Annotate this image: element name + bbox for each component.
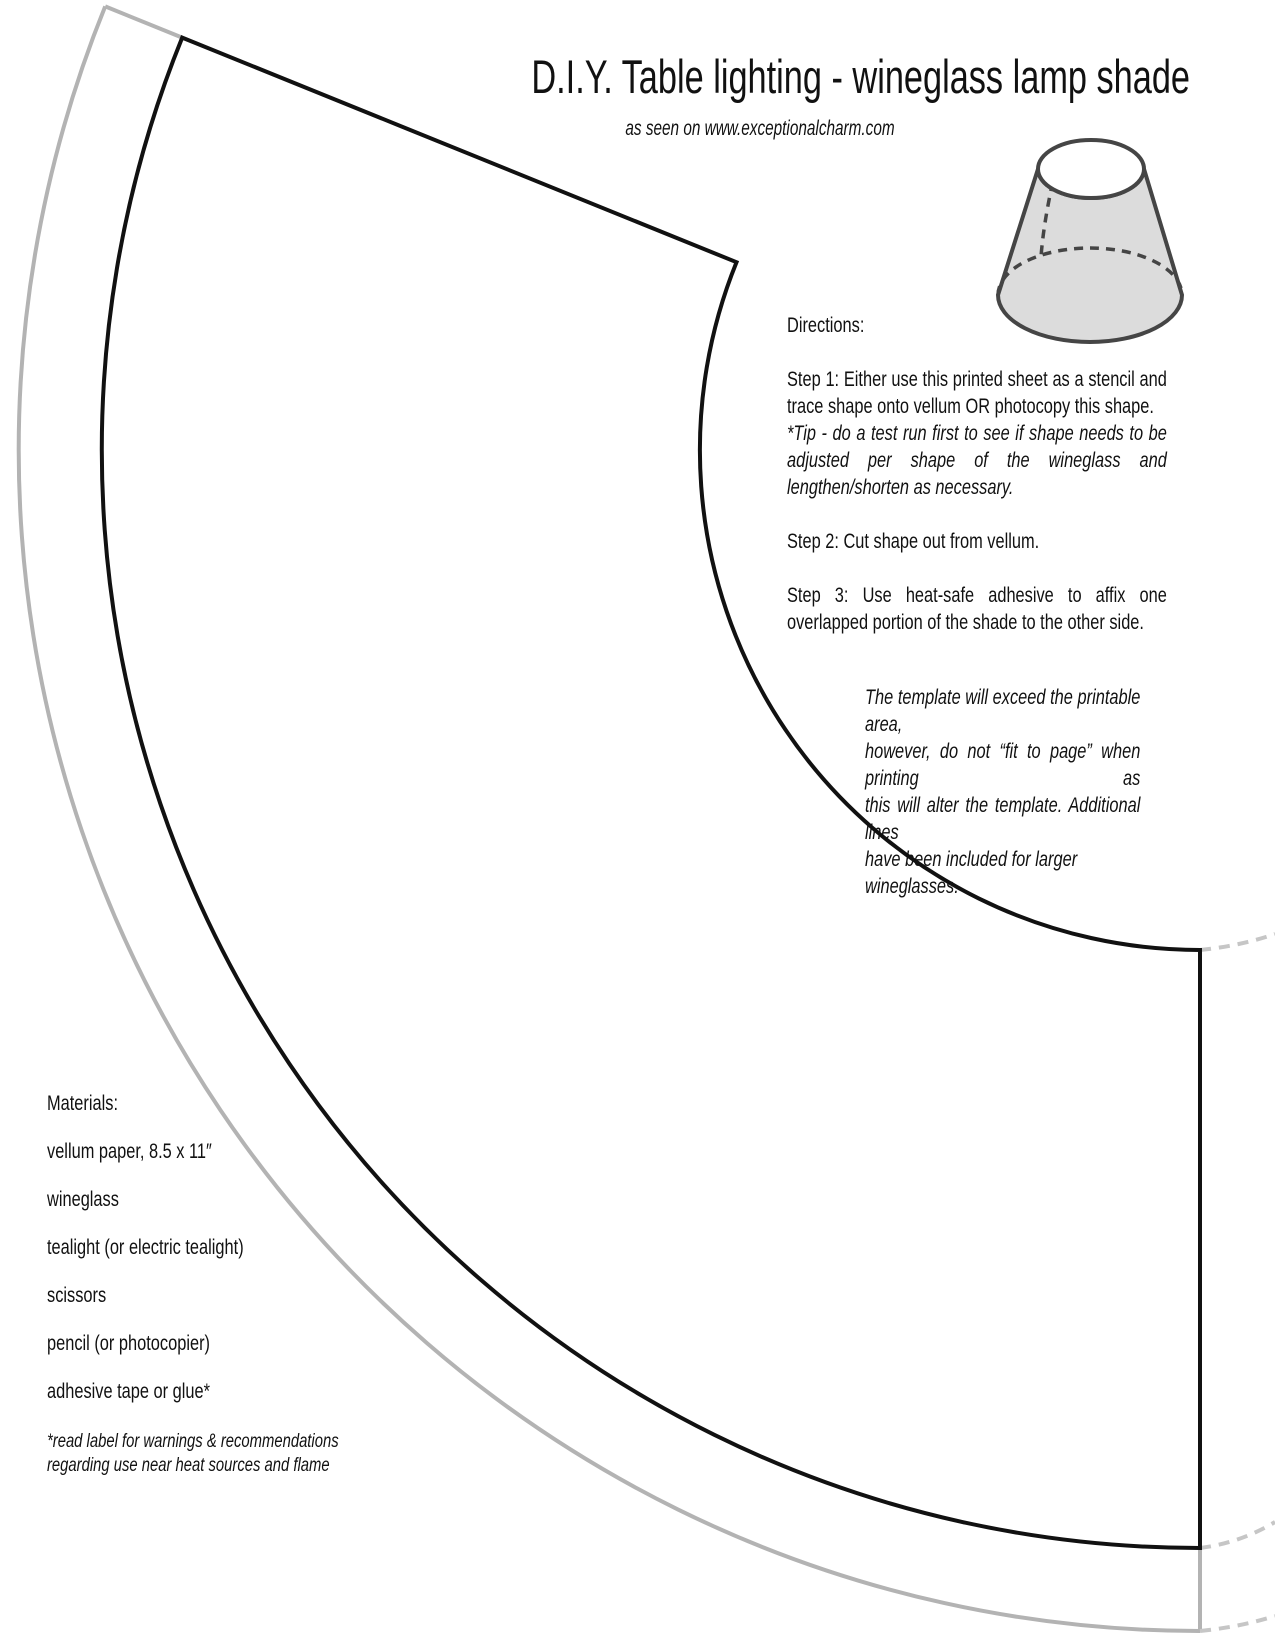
materials-item: scissors	[47, 1284, 107, 1307]
gray-arc-dashed-continuation	[1200, 1616, 1275, 1631]
materials-item: tealight (or electric tealight)	[47, 1236, 244, 1259]
printing-note-line: this will alter the template. Additional lines	[865, 794, 1141, 844]
materials-item: wineglass	[47, 1188, 119, 1211]
printing-note	[865, 684, 1140, 900]
materials-item: adhesive tape or glue*	[47, 1380, 211, 1403]
materials-item: pencil (or photocopier)	[47, 1332, 210, 1355]
directions-section	[787, 312, 1167, 636]
spacer	[787, 339, 1167, 366]
materials-footnote	[47, 1430, 382, 1478]
printing-note-line: have been included for larger wineglasses.	[865, 848, 1078, 898]
printing-note-line: however, do not “fit to page” when printing as	[865, 740, 1141, 790]
spacer	[787, 501, 1167, 528]
outer-arc-dashed-continuation	[1200, 1522, 1275, 1548]
printing-note-line: The template will exceed the printable area,	[865, 686, 1141, 736]
spacer	[787, 555, 1167, 582]
directions-heading: Directions:	[787, 314, 865, 337]
gray-radial-edge-top	[105, 6, 182, 37]
inner-arc-dashed-continuation	[1200, 934, 1275, 950]
step1-line: Step 1: Either use this printed sheet as a stencil and	[787, 368, 1167, 391]
step1-line: trace shape onto vellum OR photocopy this shape.	[787, 395, 1154, 418]
materials-section	[47, 1090, 375, 1426]
page-subtitle: as seen on www.exceptionalcharm.com	[625, 117, 895, 140]
materials-heading: Materials:	[47, 1092, 119, 1115]
footnote-line: *read label for warnings & recommendations	[47, 1431, 339, 1452]
footnote-line: regarding use near heat sources and flame	[47, 1455, 330, 1476]
page-title: D.I.Y. Table lighting - wineglass lamp shade	[531, 50, 1190, 103]
step3-line: overlapped portion of the shade to the other side.	[787, 611, 1144, 634]
tip-line: lengthen/shorten as necessary.	[787, 476, 1014, 499]
step2-line: Step 2: Cut shape out from vellum.	[787, 530, 1040, 553]
cone-top-opening	[1038, 140, 1144, 198]
step3-line: Step 3: Use heat-safe adhesive to affix one	[787, 584, 1167, 607]
tip-line: *Tip - do a test run first to see if shape needs to be	[787, 422, 1167, 445]
tip-line: adjusted per shape of the wineglass and	[787, 449, 1167, 472]
materials-item: vellum paper, 8.5 x 11″	[47, 1140, 212, 1163]
